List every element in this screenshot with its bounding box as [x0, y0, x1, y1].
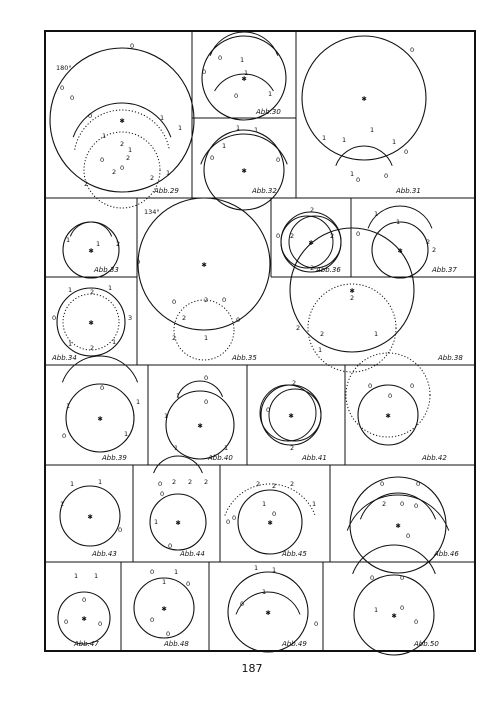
center-mark: ✱ — [197, 422, 203, 430]
figure-label: 0 — [70, 94, 75, 102]
figure-label: 1 — [96, 240, 101, 248]
center-mark: ✱ — [397, 247, 403, 255]
figure-label: 1 — [240, 56, 245, 64]
figure-label: 2 — [84, 180, 89, 188]
center-mark: ✱ — [241, 167, 247, 175]
figure-label: 1 — [68, 340, 73, 348]
figure-caption: Abb.48 — [164, 640, 189, 648]
figure-30 — [202, 32, 286, 120]
figure-label: 2 — [90, 344, 95, 352]
figure-label: 0 — [150, 568, 155, 576]
center-mark: ✱ — [97, 415, 103, 423]
figure-label: 0 — [380, 480, 385, 488]
figure-label: 1 — [272, 566, 277, 574]
figure-label: 0 — [62, 432, 67, 440]
figure-label: 1 — [108, 284, 113, 292]
figure-label: 2 — [310, 264, 315, 272]
figure-label: 2 — [116, 240, 121, 248]
figure-label: 1 — [342, 136, 347, 144]
figure-label: 0 — [232, 514, 237, 522]
figure-label: 1 — [128, 146, 133, 154]
figure-46 — [347, 477, 459, 573]
figure-label: 1 — [102, 132, 107, 140]
center-mark: ✱ — [119, 117, 125, 125]
figure-label: 1 — [254, 126, 259, 134]
figure-label: 2 — [350, 294, 355, 302]
figure-31 — [302, 36, 426, 195]
figure-36 — [276, 206, 341, 274]
figure-34 — [51, 284, 132, 362]
figure-label: 1 — [318, 346, 323, 354]
figure-45 — [225, 480, 316, 558]
figure-label: 1 — [236, 124, 241, 132]
figure-label: 0 — [160, 490, 165, 498]
center-mark: ✱ — [361, 95, 367, 103]
figure-label: 0 — [226, 518, 231, 526]
figure-label: 1 — [396, 218, 401, 226]
figure-label: 3 — [128, 314, 133, 322]
figure-caption: Abb.34 — [52, 354, 77, 362]
figure-label: 0 — [240, 600, 245, 608]
figure-label: 1 — [68, 286, 73, 294]
figure-label: 0 — [314, 620, 319, 628]
center-mark: ✱ — [81, 615, 87, 623]
figure-label: 0 — [130, 42, 135, 50]
figure-47 — [58, 572, 110, 648]
figure-caption: Abb.35 — [232, 354, 257, 362]
figure-39 — [62, 356, 140, 462]
figure-label: 0 — [222, 296, 227, 304]
figure-label: 0 — [400, 604, 405, 612]
center-mark: ✱ — [161, 605, 167, 613]
figure-32 — [201, 124, 287, 210]
figure-caption: Abb.32 — [252, 187, 277, 195]
figure-label: 1 — [124, 430, 129, 438]
figure-caption: Abb.47 — [74, 640, 99, 648]
figure-caption: Abb.31 — [396, 187, 421, 195]
figure-label: 1 — [262, 588, 267, 596]
figure-label: 1 — [174, 568, 179, 576]
figure-label: 0 — [158, 480, 163, 488]
page-number: 187 — [241, 662, 263, 675]
figure-label: 0 — [266, 406, 271, 414]
figure-label: 0 — [368, 382, 373, 390]
center-mark: ✱ — [308, 239, 314, 247]
figure-label: 0 — [172, 298, 177, 306]
center-mark: ✱ — [87, 513, 93, 521]
center-mark: ✱ — [288, 412, 294, 420]
figure-caption: Abb.38 — [438, 354, 463, 362]
figure-label: 2 — [182, 314, 187, 322]
figure-label: 0 — [276, 156, 281, 164]
figure-label: 2 — [290, 444, 295, 452]
figure-caption: Abb.44 — [180, 550, 205, 558]
figure-label: 1 — [244, 69, 249, 77]
figure-caption: Abb.50 — [414, 640, 439, 648]
figure-label: 1 — [370, 126, 375, 134]
figure-label: 0 — [410, 382, 415, 390]
figure-label: 1 — [254, 564, 259, 572]
figure-label: 0 — [82, 596, 87, 604]
figure-label: 0 — [204, 398, 209, 406]
figure-label: 2 — [150, 174, 155, 182]
figure-label: 2 — [172, 334, 177, 342]
figure-label: 1 — [94, 572, 99, 580]
figure-label: 1 — [204, 334, 209, 342]
figure-label: 0 — [400, 500, 405, 508]
figure-label: 0 — [414, 502, 419, 510]
figure-label: 2 — [426, 238, 431, 246]
figure-label: 134° — [144, 208, 160, 216]
figure-caption: Abb.49 — [282, 640, 307, 648]
figure-label: 1 — [262, 500, 267, 508]
figure-label: 1 — [70, 480, 75, 488]
figure-label: 0 — [234, 92, 239, 100]
figure-label: 1 — [154, 518, 159, 526]
figure-label: 2 — [296, 324, 301, 332]
figure-label: 1 — [224, 444, 229, 452]
figure-label: 0 — [166, 630, 171, 638]
figure-label: 1 — [174, 444, 179, 452]
figure-label: 1 — [374, 330, 379, 338]
figure-label: 2 — [188, 478, 193, 486]
figure-label: 2 — [204, 478, 209, 486]
figure-caption: Abb.29 — [154, 187, 179, 195]
center-mark: ✱ — [88, 247, 94, 255]
figure-caption: Abb.45 — [282, 550, 307, 558]
figure-caption: Abb.42 — [422, 454, 447, 462]
figure-label: 180° — [56, 64, 72, 72]
figure-caption: Abb.30 — [256, 108, 281, 116]
figure-29 — [50, 42, 194, 208]
figure-caption: Abb.40 — [208, 454, 233, 462]
figure-label: 1 — [98, 478, 103, 486]
figure-label: 0 — [410, 46, 415, 54]
figure-label: 1 — [392, 138, 397, 146]
figure-label: 2 — [290, 480, 295, 488]
figure-label: 2 — [290, 232, 295, 240]
figure-label: 2 — [90, 288, 95, 296]
figure-label: 0 — [406, 532, 411, 540]
figure-label: 0 — [276, 232, 281, 240]
figure-label: 1 — [312, 500, 317, 508]
figure-48 — [134, 568, 194, 648]
figure-label: 1 — [268, 90, 273, 98]
figure-label: 1 — [66, 236, 71, 244]
figure-label: 2 — [126, 154, 131, 162]
figure-label: 1 — [350, 170, 355, 178]
figure-label: 1 — [164, 412, 169, 420]
figure-43 — [60, 478, 122, 558]
figure-label: 0 — [370, 574, 375, 582]
figure-label: 2 — [432, 246, 437, 254]
figure-label: 1 — [160, 114, 165, 122]
figure-label: 2 — [382, 500, 387, 508]
figure-label: 1 — [322, 134, 327, 142]
figure-label: 0 — [120, 164, 125, 172]
figure-label: 1 — [66, 402, 71, 410]
figure-label: 2 — [172, 478, 177, 486]
figure-label: 1 — [176, 392, 181, 400]
figure-label: 0 — [60, 84, 65, 92]
figure-41 — [260, 379, 327, 462]
figure-label: 0 — [150, 616, 155, 624]
figure-label: 0 — [88, 112, 93, 120]
figure-label: 0 — [414, 618, 419, 626]
figure-label: 1 — [222, 142, 227, 150]
figure-35 — [136, 198, 270, 362]
figure-label: 0 — [356, 230, 361, 238]
center-mark: ✱ — [349, 287, 355, 295]
figure-label: 0 — [384, 172, 389, 180]
figure-40 — [164, 374, 234, 462]
figure-label: 0 — [136, 258, 141, 266]
figure-label: 0 — [64, 618, 69, 626]
figure-caption: Abb.46 — [434, 550, 459, 558]
figure-label: 0 — [100, 384, 105, 392]
center-mark: ✱ — [88, 319, 94, 327]
center-mark: ✱ — [391, 612, 397, 620]
figure-label: 0 — [272, 510, 277, 518]
figure-label: 2 — [292, 379, 297, 387]
figure-caption: Abb.43 — [92, 550, 117, 558]
figure-label: 2 — [256, 480, 261, 488]
figure-label: 1 — [374, 606, 379, 614]
center-mark: ✱ — [265, 609, 271, 617]
figure-label: 0 — [98, 620, 103, 628]
figure-label: 2 — [272, 482, 277, 490]
center-mark: ✱ — [201, 261, 207, 269]
figure-label: 0 — [118, 526, 123, 534]
figure-label: 1 — [166, 169, 171, 177]
center-mark: ✱ — [395, 522, 401, 530]
figure-label: 0 — [388, 392, 393, 400]
figure-label: 2 — [310, 206, 315, 214]
figure-caption: Abb.37 — [432, 266, 457, 274]
figure-label: 0 — [416, 480, 421, 488]
figure-label: 1 — [374, 210, 379, 218]
figure-label: 2 — [320, 330, 325, 338]
center-mark: ✱ — [175, 519, 181, 527]
figure-label: 1 — [178, 124, 183, 132]
figure-label: 0 — [210, 154, 215, 162]
figure-label: 0 — [168, 542, 173, 550]
figure-label: 0 — [404, 148, 409, 156]
figure-label: 0 — [202, 68, 207, 76]
figure-33 — [63, 222, 120, 278]
center-mark: ✱ — [267, 519, 273, 527]
figure-label: 0 — [356, 176, 361, 184]
figure-label: 0 — [400, 574, 405, 582]
figure-caption: Abb.41 — [302, 454, 327, 462]
figure-label: 0 — [218, 54, 223, 62]
figure-label: 1 — [74, 572, 79, 580]
figure-label: 1 — [60, 500, 65, 508]
figure-caption: Abb.33 — [94, 266, 119, 274]
figure-label: 1 — [112, 338, 117, 346]
figure-label: 2 — [120, 140, 125, 148]
figure-44 — [150, 456, 208, 558]
figure-label: 0 — [52, 314, 57, 322]
figure-label: 2 — [112, 168, 117, 176]
figure-caption: Abb.36 — [316, 266, 341, 274]
figure-label: 0 — [204, 374, 209, 382]
figure-37 — [356, 206, 457, 278]
figure-label: 0 — [186, 580, 191, 588]
figure-label: 1 — [136, 398, 141, 406]
figure-42 — [346, 353, 447, 462]
figure-caption: Abb.39 — [102, 454, 127, 462]
figure-49 — [228, 564, 318, 652]
figure-label: 0 — [236, 316, 241, 324]
figure-38 — [290, 228, 463, 372]
center-mark: ✱ — [241, 75, 247, 83]
figure-label: 1 — [162, 578, 167, 586]
figure-label: 2 — [204, 296, 209, 304]
figure-label: 2 — [330, 232, 335, 240]
figure-label: 0 — [100, 156, 105, 164]
plate-border — [45, 31, 475, 651]
center-mark: ✱ — [385, 412, 391, 420]
panel-grid — [45, 31, 475, 651]
